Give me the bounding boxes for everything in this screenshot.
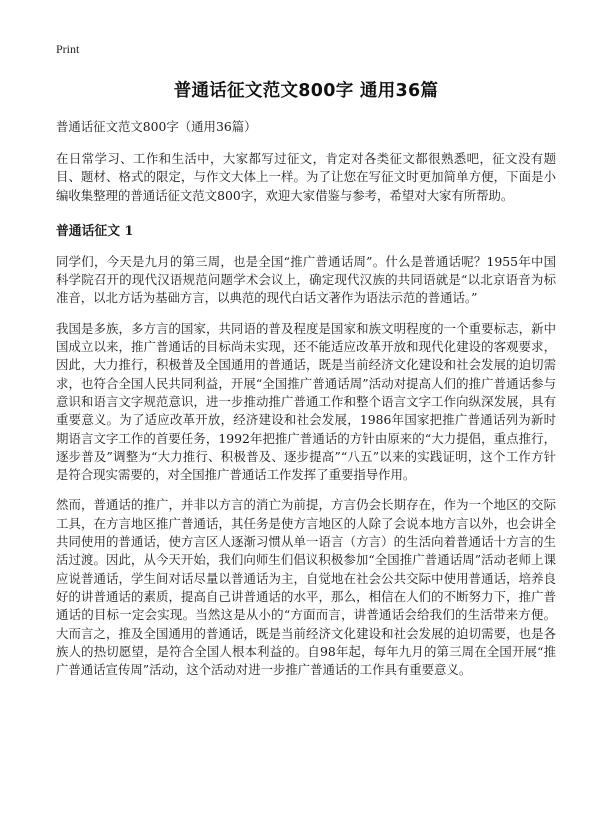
page-title: 普通话征文范文800字 通用36篇: [173, 81, 439, 101]
intro-paragraph: 在日常学习、工作和生活中，大家都写过征文，肯定对各类征文都很熟悉吧，征文没有题目、题材、格式的限定，与作文大体上一样。为了让您在写征文时更加简单方便，下面是小编收集整理的普通话征文范文800字，欢迎大家借鉴与参考，希望对大家有所帮助。: [56, 151, 556, 203]
body-paragraph-2: 我国是多族，多方言的国家，共同语的普及程度是国家和族文明程度的一个重要标志，新中国成立以来，推广普通话的目标尚未实现，还不能适应改革开放和现代化建设的客观要求，因此，大力推行，积极普及全国通用的普通话，既是当前经济文化建设和社会发展的迫切需求，也符合全国人民共同利益，开展“全国推广普通话周”活动对提高人们的推广普通话参与意识和语言文字规范意识，进一步推动推广普通工作和整个语言文字工作向纵深发展，具有重要意义。为了适应改革开放，经济建设和社会发展，1986年国家把推广普通话列为新时期语言文字工作的首要任务，1992年把推广普通话的方针由原来的“大力提倡，重点推行，逐步普及”调整为“大力推行、积极普及、逐步提高”“八五”以来的实践证明，这个工作方针是符合现实需要的，对全国推广普通话工作发挥了重要指导作用。: [56, 320, 556, 483]
body-paragraph-1: 同学们，今天是九月的第三周，也是全国“推广普通话周”。什么是普通话呢？1955年中国科学院召开的现代汉语规范问题学术会议上，确定现代汉族的共同语就是“以北京语音为标准音，以北方话为基础方言，以典范的现代白话文著作为语法示范的普通话。”: [56, 253, 556, 306]
document-subtitle: 普通话征文范文800字（通用36篇）: [56, 119, 257, 134]
print-label[interactable]: Print: [56, 42, 80, 56]
body-paragraph-3: 然而，普通话的推广，并非以方言的消亡为前提，方言仍会长期存在，作为一个地区的交际工具，在方言地区推广普通话，其任务是使方言地区的人除了会说本地方言以外，也会讲全共同使用的普通话，使方言区人逐渐习惯从单一语言（方言）的生活向着普通话十方言的生活过渡。因此，从今天开始，我们向师生们倡议积极参加“全国推广普通话周”活动老师上课应说普通话，学生间对话尽量以普通话为主，自觉地在社会公共交际中使用普通话，培养良好的讲普通话的素质，提高自己讲普通话的水平，那么，相信在人们的不断努力下，推广普通话的目标一定会实现。当然这是从小的“方面而言，讲普通话会给我们的生活带来方便。大而言之，推及全国通用的普通话，既是当前经济文化建设和社会发展的迫切需要，也是各族人的热切愿望，是符合全国人根本利益的。自98年起，每年九月的第三周在全国开展“推广普通话宣传周”活动，这个活动对进一步推广普通话的工作具有重要意义。: [56, 497, 556, 678]
section-heading: 普通话征文 1: [56, 223, 134, 239]
